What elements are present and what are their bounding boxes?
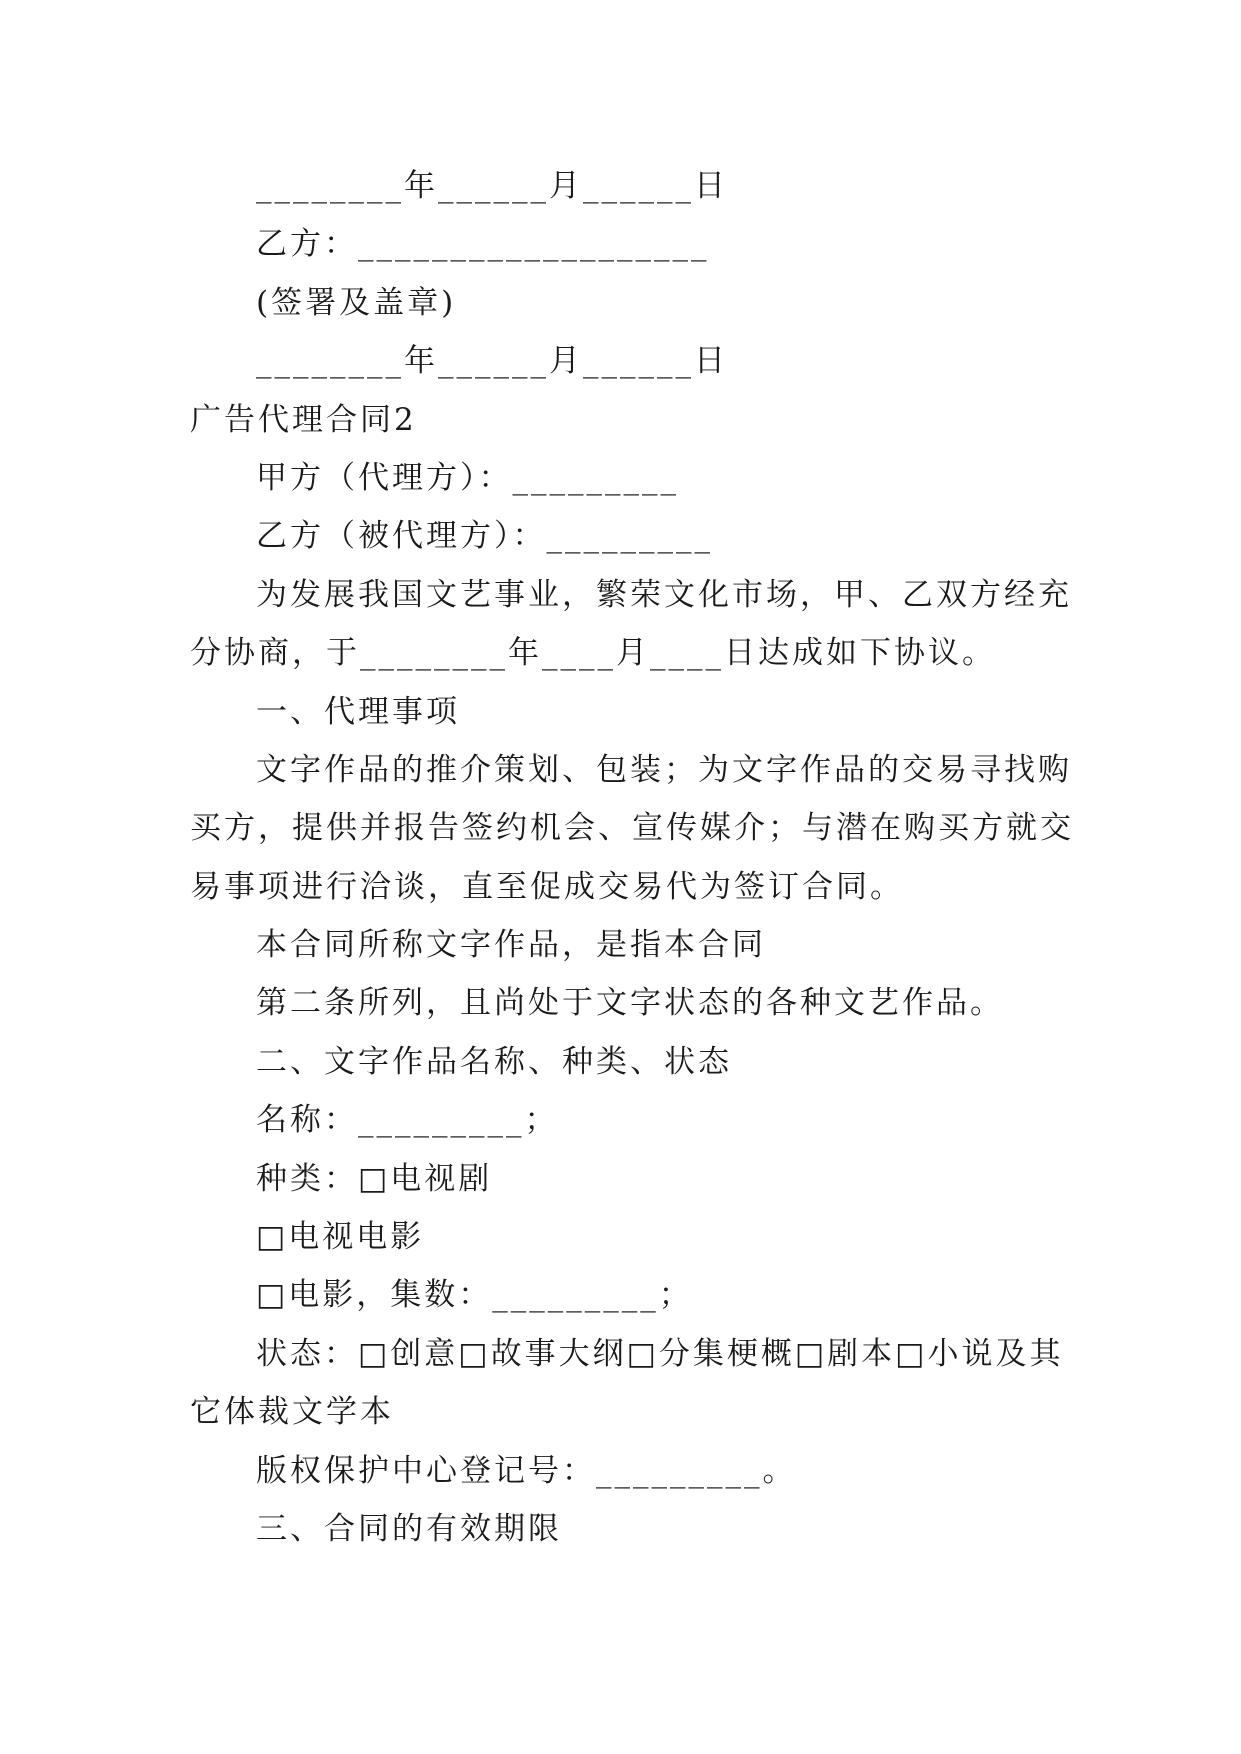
work-name-field: 名称：_________； [256, 1102, 559, 1139]
party-a-agent-line: 甲方（代理方）：_________ [256, 459, 679, 496]
definition-line-2: 第二条所列，且尚处于文字状态的各种文艺作品。 [256, 985, 1004, 1022]
clause-1-line-2: 买方，提供并报告签约机会、宣传媒介；与潜在购买方就交 [190, 810, 1074, 847]
definition-line-1: 本合同所称文字作品，是指本合同 [256, 927, 766, 964]
section-title: 广告代理合同2 [190, 401, 417, 438]
preamble-line-2: 分协商，于________年____月____日达成如下协议。 [190, 635, 996, 672]
party-b-signature-line: 乙方：___________________ [256, 226, 710, 263]
clause-heading-3: 三、合同的有效期限 [256, 1510, 562, 1547]
clause-1-line-3: 易事项进行洽谈，直至促成交易代为签订合同。 [190, 868, 904, 905]
document-body [190, 157, 1074, 1558]
date-line-party-b: ________年______月______日 [256, 343, 728, 380]
work-status-line-2: 它体裁文学本 [190, 1394, 394, 1431]
party-b-principal-line: 乙方（被代理方）：_________ [256, 518, 713, 555]
work-status-line-1: 状态：□创意□故事大纲□分集梗概□剧本□小说及其 [256, 1335, 1064, 1372]
preamble-line-1: 为发展我国文艺事业，繁荣文化市场，甲、乙双方经充 [256, 576, 1072, 613]
work-type-tv-movie: □电视电影 [256, 1219, 425, 1256]
work-type-tv-series: 种类：□电视剧 [256, 1160, 493, 1197]
work-type-film-episodes: □电影，集数：_________； [256, 1277, 693, 1314]
signature-seal-note: (签署及盖章) [256, 284, 457, 321]
copyright-registration-field: 版权保护中心登记号：_________。 [256, 1452, 797, 1489]
clause-heading-1: 一、代理事项 [256, 693, 460, 730]
clause-heading-2: 二、文字作品名称、种类、状态 [256, 1043, 732, 1080]
clause-1-line-1: 文字作品的推介策划、包装；为文字作品的交易寻找购 [256, 751, 1072, 788]
date-line-party-a: ________年______月______日 [256, 168, 728, 204]
